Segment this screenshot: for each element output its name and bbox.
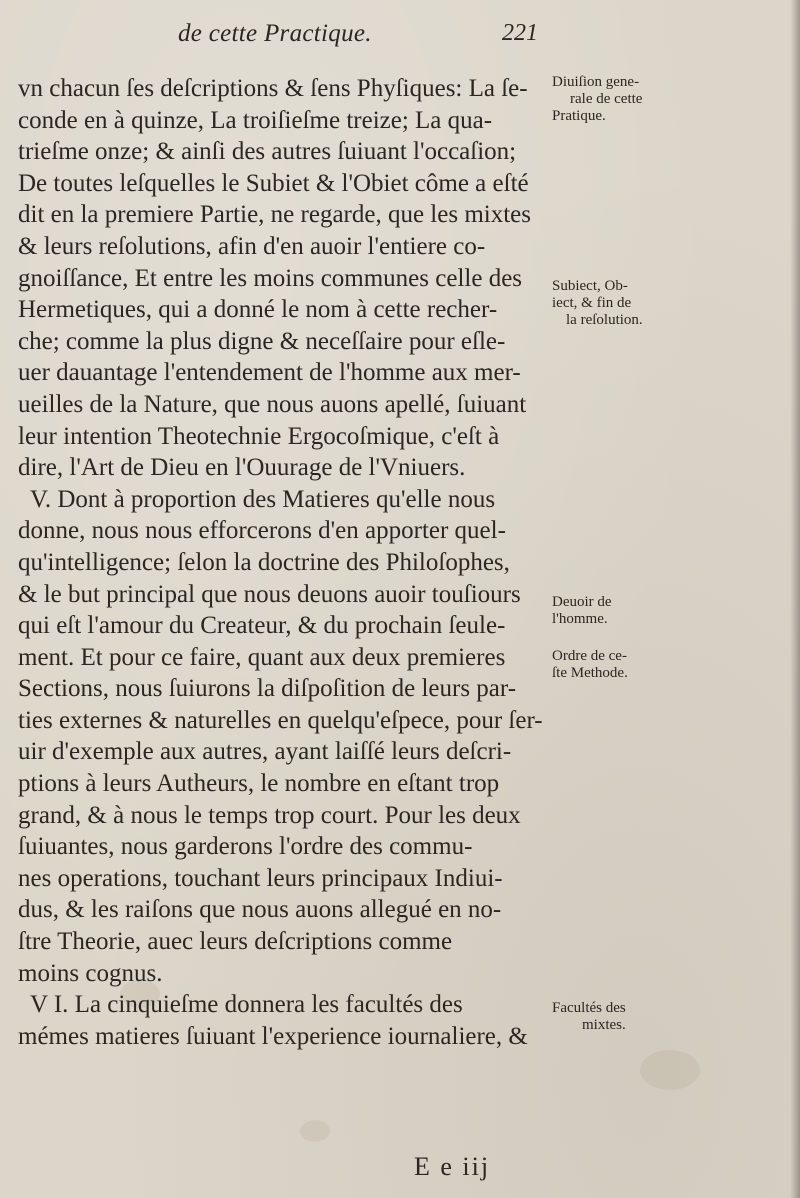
text-line: leur intention Theotechnie Ergocoſmique, c'eſt à [18,422,500,450]
text-line: ueilles de la Nature, que nous auons apellé, ſuiuant [18,390,527,418]
text-line: uer dauantage l'entendement de l'homme aux mer- [18,359,521,387]
text-line: qui eſt l'amour du Createur, & du prochain ſeule- [18,612,506,640]
text-line: dus, & les raiſons que nous auons allegué en no- [18,896,502,924]
text-line: & le but principal que nous deuons auoir touſiours [18,580,521,608]
marginal-notes-column [552,0,796,1198]
text-line: grand, & à nous le temps trop court. Pour les deux [18,801,521,829]
marginal-note-line: Pratique. [552,108,606,124]
text-line: ſuiuantes, nous garderons l'ordre des commu- [18,833,473,861]
main-text-block [18,73,548,1052]
text-line: ties externes & naturelles en quelqu'eſpece, pour ſer- [18,706,543,734]
text-line: conde en à quinze, La troiſieſme treize; La qua- [18,106,493,134]
text-line-paragraph-start: V. Dont à proportion des Matieres qu'elle nous [30,485,496,513]
text-line: nes operations, touchant leurs principaux Indiui- [18,864,503,892]
marginal-note-line: Facultés des [552,1000,626,1016]
marginal-note-line: mixtes. [582,1017,626,1033]
signature-mark: E e iij [414,1152,491,1181]
text-line: ſtre Theorie, auec leurs deſcriptions comme [18,928,453,956]
marginal-note-line: iect, & fin de [552,295,632,311]
text-line: mémes matieres ſuiuant l'experience iournaliere, & [18,1022,528,1050]
text-line: dire, l'Art de Dieu en l'Ouurage de l'Vniuers. [18,454,466,482]
text-line: trieſme onze; & ainſi des autres ſuiuant l'occaſion; [18,138,517,166]
paper-stain [300,1120,330,1142]
marginal-note-line: Deuoir de [552,594,612,610]
marginal-note-line: la reſolution. [566,312,643,328]
running-head-title: de cette Practique. [178,20,372,47]
marginal-note-line: Ordre de ce- [552,648,627,664]
marginal-note-duty [552,594,612,628]
text-line: Hermetiques, qui a donné le nom à cette recher- [18,296,498,324]
running-head [0,20,560,60]
marginal-note-division [552,74,642,125]
text-line: dit en la premiere Partie, ne regarde, que les mixtes [18,201,531,229]
marginal-note-line: Diuiſion gene- [552,74,640,90]
text-line: Sections, nous ſuiurons la diſpoſition de leurs par- [18,675,517,703]
text-line: che; comme la plus digne & neceſſaire pour eſle- [18,327,506,355]
text-line: moins cognus. [18,959,163,987]
text-line: vn chacun ſes deſcriptions & ſens Phyſiques: La ſe- [18,75,528,102]
text-line: qu'intelligence; ſelon la doctrine des Philoſophes, [18,548,510,576]
marginal-note-line: ſte Methode. [552,665,628,681]
text-line: & leurs reſolutions, afin d'en auoir l'entiere co- [18,232,486,260]
page-number: 221 [502,20,538,46]
text-line: ptions à leurs Autheurs, le nombre en eſtant trop [18,770,500,798]
text-line-paragraph-start: V I. La cinquieſme donnera les facultés des [30,991,463,1019]
marginal-note-line: l'homme. [552,611,608,627]
text-line: ment. Et pour ce faire, quant aux deux premieres [18,643,506,671]
marginal-note-line: rale de cette [570,91,643,107]
marginal-note-faculties [552,1000,626,1034]
marginal-note-subject [552,278,643,329]
text-line: De toutes leſquelles le Subiet & l'Obiet côme a eſté [18,169,529,197]
text-line: uir d'exemple aux autres, ayant laiſſé leurs deſcri- [18,738,512,766]
marginal-note-line: Subiect, Ob- [552,278,628,294]
marginal-note-method [552,648,628,682]
text-line: gnoiſſance, Et entre les moins communes celle des [18,264,523,292]
text-line: donne, nous nous efforcerons d'en apporter quel- [18,517,506,545]
